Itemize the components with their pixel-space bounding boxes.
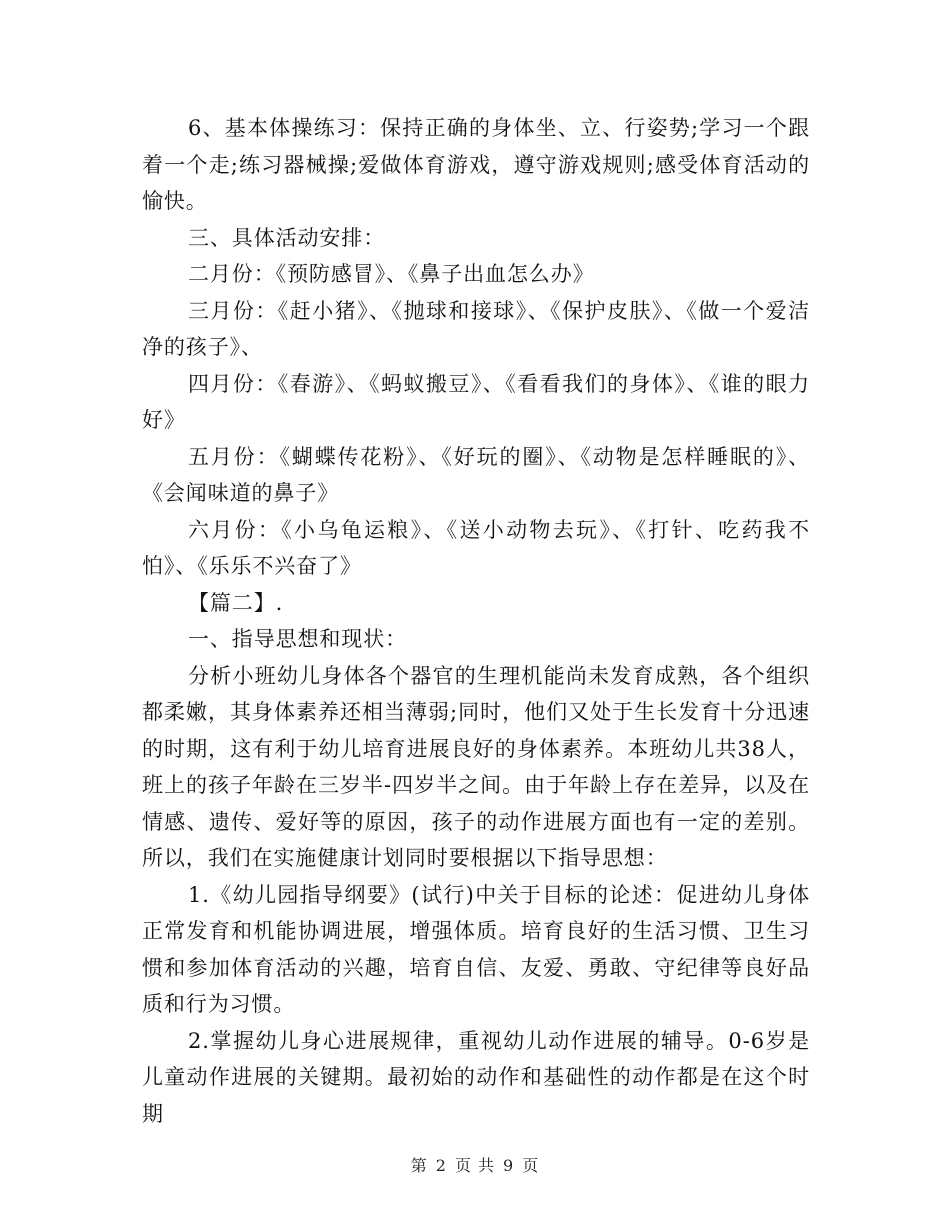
paragraph-point-one: 1.《幼儿园指导纲要》(试行)中关于目标的论述：促进幼儿身体正常发育和机能协调进展，增强体质。培育良好的生活习惯、卫生习惯和参加体育活动的兴趣，培育自信、友爱、勇敢、守纪律等良好品质和行为习惯。 <box>142 882 810 1016</box>
heading-guiding-ideology: 一、指导思想和现状： <box>188 627 407 651</box>
paragraph-point-two: 2.掌握幼儿身心进展规律，重视幼儿动作进展的辅导。0-6岁是儿童动作进展的关键期。最初始的动作和基础性的动作都是在这个时期 <box>142 1028 810 1126</box>
document-body <box>142 110 810 1132</box>
paragraph-gymnastics: 6、基本体操练习：保持正确的身体坐、立、行姿势;学习一个跟着一个走;练习器械操;爱做体育游戏，遵守游戏规则;感受体育活动的愉快。 <box>142 116 810 213</box>
page-label-prefix: 第 <box>410 1156 428 1175</box>
page-number-footer <box>0 1153 950 1176</box>
page-label-suffix: 页 <box>522 1156 540 1175</box>
page-total: 9 <box>503 1156 515 1175</box>
paragraph-april: 四月份：《春游》、《蚂蚁搬豆》、《看看我们的身体》、《谁的眼力好》 <box>142 371 810 432</box>
page-label-mid: 页 共 <box>454 1156 496 1175</box>
paragraph-february: 二月份：《预防感冒》、《鼻子出血怎么办》 <box>188 262 595 286</box>
section-title-part-two: 【篇二】. <box>188 590 284 615</box>
paragraph-may: 五月份：《蝴蝶传花粉》、《好玩的圈》、《动物是怎样睡眠的》、《会闻味道的鼻子》 <box>142 444 810 505</box>
page-current: 2 <box>435 1156 447 1175</box>
paragraph-analysis: 分析小班幼儿身体各个器官的生理机能尚未发育成熟，各个组织都柔嫩，其身体素养还相当薄弱;同时，他们又处于生长发育十分迅速的时期，这有利于幼儿培育进展良好的身体素养。本班幼儿共38人，班上的孩子年龄在三岁半-四岁半之间。由于年龄上存在差异，以及在情感、遗传、爱好等的原因，孩子的动作进展方面也有一定的差别。所以，我们在实施健康计划同时要根据以下指导思想： <box>142 663 810 870</box>
paragraph-march: 三月份：《赶小猪》、《抛球和接球》、《保护皮肤》、《做一个爱洁净的孩子》、 <box>142 298 810 359</box>
heading-activity-schedule: 三、具体活动安排： <box>188 225 386 250</box>
paragraph-june: 六月份：《小乌龟运粮》、《送小动物去玩》、《打针、吃药我不怕》、《乐乐不兴奋了》 <box>142 517 810 578</box>
